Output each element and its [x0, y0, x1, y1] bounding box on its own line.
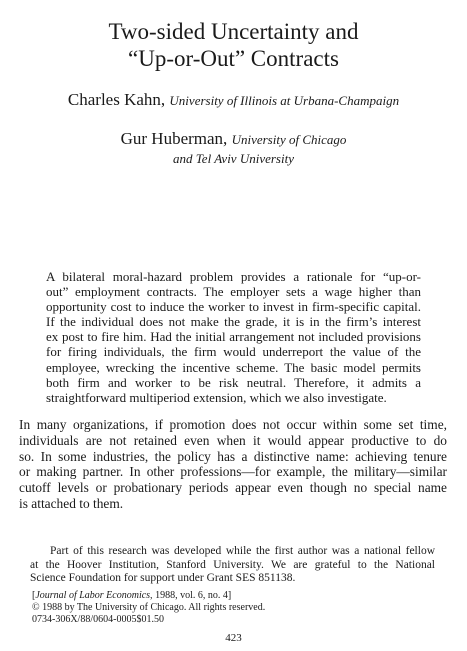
journal-citation — [32, 590, 265, 626]
citation-volume: 1988, vol. 6, no. 4] — [152, 590, 232, 601]
article-title-line-1: Two-sided Uncertainty and — [108, 19, 359, 44]
footnote-line: at the Hoover Institution, Stanford University. We are grateful to the National — [30, 558, 435, 571]
citation-journal-line — [32, 590, 265, 602]
acknowledgment-footnote — [30, 545, 435, 586]
abstract-line: If the individual does not make the grade, it is in the firm’s interest — [46, 314, 421, 330]
author-1-name: Charles Kahn, — [67, 90, 166, 109]
footnote-line: Science Foundation for support under Grant SES 851138. — [30, 572, 296, 585]
intro-paragraph — [19, 417, 447, 512]
author-2-affiliation-2: and Tel Aviv University — [173, 151, 294, 166]
intro-line: so. In some industries, the policy has a distinctive name: achieving tenure — [19, 448, 447, 464]
article-title-line-2: “Up-or-Out” Contracts — [128, 46, 339, 71]
abstract-line: out” employment contracts. The employer sets a wage higher than — [46, 284, 421, 300]
intro-line: cutoff levels or probationary periods appear even though no special name — [19, 480, 447, 496]
abstract-line: straightforward multiperiod extension, which we also investigate. — [46, 389, 387, 405]
abstract-line: A bilateral moral-hazard problem provides a rationale for “up-or- — [46, 269, 421, 284]
citation-copyright: © 1988 by The University of Chicago. All rights reserved. — [32, 602, 266, 613]
abstract-line: ex post to fire him. Had the initial arrangement not included provisions — [46, 329, 421, 345]
intro-line: individuals are not retained even when it would appear productive to do — [19, 432, 447, 448]
intro-line: is attached to them. — [19, 495, 124, 511]
author-2-affiliation: University of Chicago — [231, 132, 347, 147]
author-1-affiliation: University of Illinois at Urbana-Champaign — [169, 93, 400, 108]
abstract-line: for firing individuals, the firm would underreport the value of the — [46, 344, 421, 360]
abstract-line: both firm and worker to be risk neutral. Therefore, it admits a — [46, 374, 421, 390]
citation-code: 0734-306X/88/0604-0005$01.50 — [32, 614, 164, 625]
footnote-line: Part of this research was developed while the first author was a national fellow — [50, 545, 435, 557]
intro-line: or making partner. In other professions—for example, the military—similar — [19, 464, 447, 480]
author-2-name: Gur Huberman, — [120, 129, 228, 148]
page-number: 423 — [225, 632, 242, 644]
intro-line: In many organizations, if promotion does not occur within some set time, — [19, 417, 447, 432]
abstract-line: employee, wrecking the incentive scheme. The basic model permits — [46, 359, 421, 375]
abstract-line: opportunity cost to induce the worker to invest in firm-specific capital. — [46, 299, 421, 315]
citation-journal-name: Journal of Labor Economics, — [35, 590, 153, 601]
citation-bracket: [ — [32, 590, 36, 601]
author-2 — [0, 129, 467, 150]
author-1 — [0, 90, 467, 111]
abstract — [46, 269, 421, 405]
